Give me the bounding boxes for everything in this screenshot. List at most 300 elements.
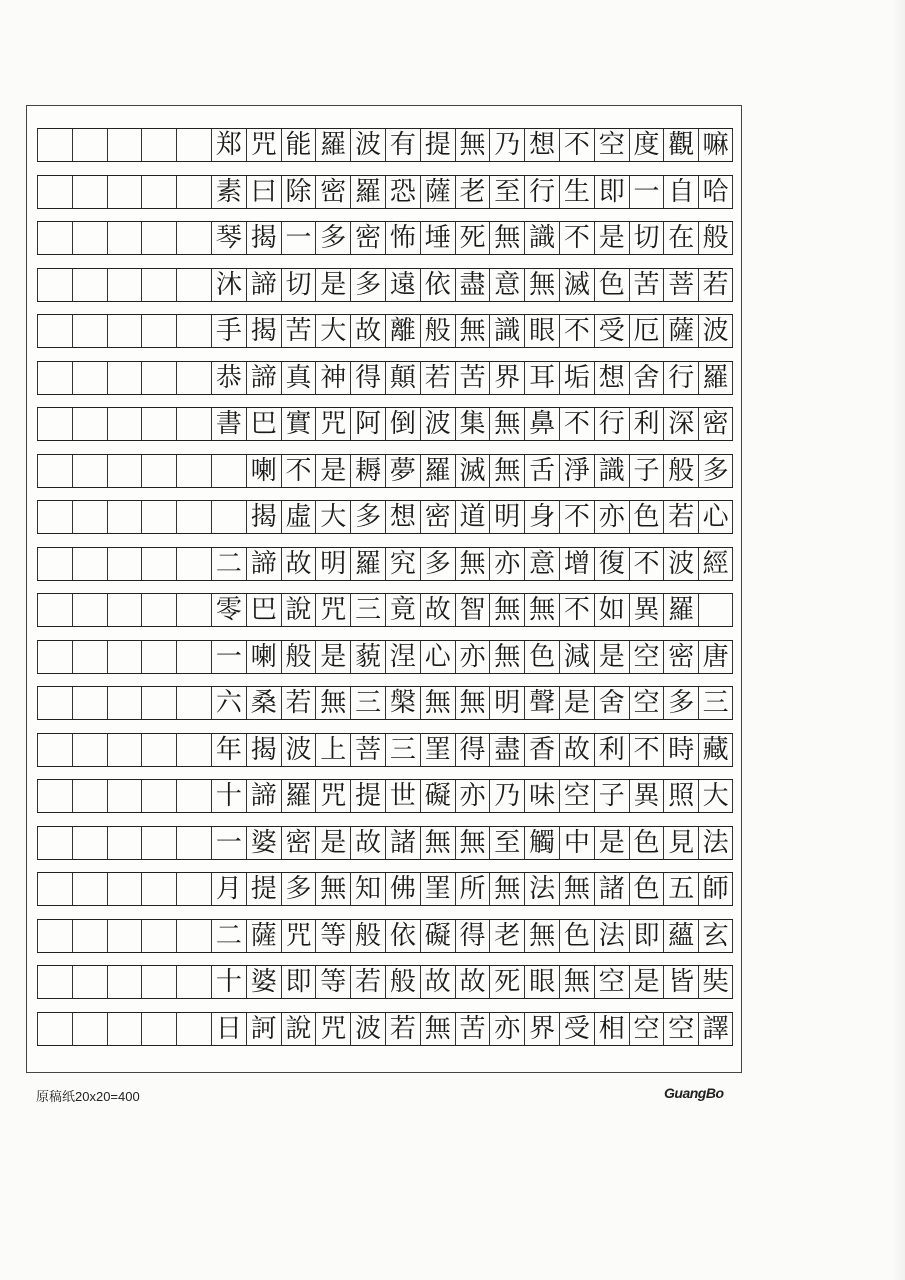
grid-cell: 受 <box>559 1013 594 1045</box>
grid-cell <box>141 687 176 719</box>
grid-cell: 書 <box>211 408 246 440</box>
manuscript-sheet <box>26 105 742 1073</box>
grid-cell: 想 <box>524 129 559 161</box>
grid-cell: 波 <box>420 408 455 440</box>
grid-cell: 法 <box>524 873 559 905</box>
paper-spec-label: 原稿纸20x20=400 <box>36 1089 140 1104</box>
grid-cell <box>141 594 176 626</box>
grid-cell <box>141 315 176 347</box>
grid-cell: 揭 <box>246 734 281 766</box>
grid-cell <box>176 269 211 301</box>
grid-cell <box>176 408 211 440</box>
grid-cell: 是 <box>594 827 629 859</box>
grid-cell: 素 <box>211 176 246 208</box>
grid-cell: 時 <box>663 734 698 766</box>
grid-cell <box>141 362 176 394</box>
grid-cell: 眼 <box>524 966 559 998</box>
grid-cell: 不 <box>559 222 594 254</box>
grid-cell: 色 <box>524 641 559 673</box>
grid-cell: 真 <box>281 362 316 394</box>
grid-cell: 諸 <box>385 827 420 859</box>
grid-cell <box>141 780 176 812</box>
grid-cell: 觸 <box>524 827 559 859</box>
grid-cell <box>176 1013 211 1045</box>
grid-cell <box>141 501 176 533</box>
grid-cell: 嘛 <box>698 129 733 161</box>
grid-cell: 觀 <box>663 129 698 161</box>
grid-cell: 不 <box>559 315 594 347</box>
grid-cell <box>72 269 107 301</box>
grid-cell: 是 <box>315 455 350 487</box>
grid-cell: 明 <box>315 548 350 580</box>
grid-cell: 依 <box>385 920 420 952</box>
grid-cell: 空 <box>629 1013 664 1045</box>
grid-cell: 不 <box>281 455 316 487</box>
grid-cell: 滅 <box>455 455 490 487</box>
grid-cell: 波 <box>281 734 316 766</box>
grid-cell <box>141 548 176 580</box>
grid-cell: 是 <box>559 687 594 719</box>
grid-cell <box>107 594 142 626</box>
grid-row <box>37 128 733 162</box>
grid-cell: 一 <box>211 641 246 673</box>
grid-cell <box>37 315 72 347</box>
grid-cell: 苦 <box>455 1013 490 1045</box>
grid-cell: 波 <box>663 548 698 580</box>
grid-cell: 咒 <box>315 594 350 626</box>
grid-cell <box>141 455 176 487</box>
grid-cell <box>37 269 72 301</box>
grid-cell: 波 <box>350 1013 385 1045</box>
grid-cell: 經 <box>698 548 733 580</box>
grid-cell <box>176 222 211 254</box>
brand-logo: GuangBo <box>664 1085 724 1101</box>
grid-cell: 苦 <box>281 315 316 347</box>
grid-cell: 集 <box>455 408 490 440</box>
grid-cell <box>141 129 176 161</box>
grid-cell <box>176 734 211 766</box>
grid-cell <box>37 920 72 952</box>
grid-cell: 揭 <box>246 315 281 347</box>
grid-cell: 不 <box>559 129 594 161</box>
grid-cell: 無 <box>455 548 490 580</box>
grid-cell: 乃 <box>489 780 524 812</box>
grid-cell: 能 <box>281 129 316 161</box>
grid-cell: 無 <box>524 920 559 952</box>
grid-cell: 無 <box>455 827 490 859</box>
grid-cell: 中 <box>559 827 594 859</box>
grid-cell: 即 <box>629 920 664 952</box>
grid-cell: 波 <box>350 129 385 161</box>
grid-cell: 礙 <box>420 920 455 952</box>
grid-cell: 多 <box>281 873 316 905</box>
grid-cell: 三 <box>698 687 733 719</box>
grid-cell: 無 <box>489 873 524 905</box>
grid-cell: 眼 <box>524 315 559 347</box>
grid-cell: 密 <box>281 827 316 859</box>
grid-cell: 玄 <box>698 920 733 952</box>
grid-cell: 想 <box>594 362 629 394</box>
grid-cell: 無 <box>489 455 524 487</box>
grid-cell <box>176 873 211 905</box>
grid-cell: 般 <box>663 455 698 487</box>
grid-row <box>37 826 733 860</box>
grid-cell <box>141 641 176 673</box>
grid-cell: 密 <box>350 222 385 254</box>
grid-cell <box>72 641 107 673</box>
grid-cell: 無 <box>420 827 455 859</box>
grid-cell: 奘 <box>698 966 733 998</box>
grid-cell: 郑 <box>211 129 246 161</box>
grid-cell: 空 <box>629 641 664 673</box>
grid-cell <box>37 827 72 859</box>
grid-cell <box>107 966 142 998</box>
grid-cell: 減 <box>559 641 594 673</box>
grid-cell: 皆 <box>663 966 698 998</box>
grid-cell: 般 <box>281 641 316 673</box>
grid-cell: 道 <box>455 501 490 533</box>
grid-cell <box>72 594 107 626</box>
grid-cell <box>176 176 211 208</box>
grid-cell: 色 <box>629 873 664 905</box>
grid-cell: 盡 <box>455 269 490 301</box>
grid-cell: 亦 <box>489 548 524 580</box>
grid-cell: 受 <box>594 315 629 347</box>
grid-row <box>37 965 733 999</box>
grid-cell: 阿 <box>350 408 385 440</box>
grid-cell: 沐 <box>211 269 246 301</box>
grid-cell: 耳 <box>524 362 559 394</box>
grid-cell: 不 <box>559 594 594 626</box>
grid-cell: 心 <box>420 641 455 673</box>
grid-cell: 是 <box>594 641 629 673</box>
grid-cell: 苦 <box>629 269 664 301</box>
grid-cell <box>698 594 733 626</box>
grid-cell: 異 <box>629 780 664 812</box>
grid-cell: 神 <box>315 362 350 394</box>
grid-cell <box>141 734 176 766</box>
grid-cell <box>107 734 142 766</box>
grid-cell: 界 <box>489 362 524 394</box>
grid-cell: 故 <box>420 966 455 998</box>
grid-cell: 空 <box>663 1013 698 1045</box>
grid-cell: 行 <box>663 362 698 394</box>
grid-cell: 自 <box>663 176 698 208</box>
grid-cell: 舍 <box>594 687 629 719</box>
grid-cell: 巴 <box>246 408 281 440</box>
grid-cell <box>72 501 107 533</box>
grid-cell: 恐 <box>385 176 420 208</box>
grid-row <box>37 919 733 953</box>
grid-cell: 喇 <box>246 455 281 487</box>
grid-cell: 故 <box>281 548 316 580</box>
grid-cell: 大 <box>315 315 350 347</box>
grid-cell: 罣 <box>420 873 455 905</box>
grid-cell <box>107 129 142 161</box>
grid-cell: 亦 <box>489 1013 524 1045</box>
grid-cell: 行 <box>594 408 629 440</box>
grid-row <box>37 268 733 302</box>
grid-row <box>37 1012 733 1046</box>
grid-cell <box>176 129 211 161</box>
grid-cell: 倒 <box>385 408 420 440</box>
grid-cell: 密 <box>420 501 455 533</box>
grid-cell: 蘊 <box>663 920 698 952</box>
grid-cell: 空 <box>559 780 594 812</box>
grid-cell: 諦 <box>246 548 281 580</box>
grid-cell: 聲 <box>524 687 559 719</box>
grid-cell <box>37 780 72 812</box>
grid-cell: 般 <box>420 315 455 347</box>
grid-cell: 生 <box>559 176 594 208</box>
grid-cell: 度 <box>629 129 664 161</box>
grid-cell <box>72 780 107 812</box>
grid-cell: 等 <box>315 966 350 998</box>
grid-cell: 老 <box>489 920 524 952</box>
grid-cell <box>37 873 72 905</box>
grid-cell: 密 <box>698 408 733 440</box>
grid-cell: 揭 <box>246 501 281 533</box>
grid-cell: 無 <box>489 408 524 440</box>
grid-cell: 即 <box>281 966 316 998</box>
grid-cell: 識 <box>594 455 629 487</box>
grid-cell: 唐 <box>698 641 733 673</box>
grid-cell <box>72 362 107 394</box>
grid-cell <box>176 641 211 673</box>
grid-row <box>37 640 733 674</box>
grid-cell <box>72 827 107 859</box>
grid-cell: 槃 <box>385 687 420 719</box>
grid-cell: 明 <box>489 501 524 533</box>
grid-cell: 無 <box>420 1013 455 1045</box>
grid-cell: 藐 <box>350 641 385 673</box>
grid-cell: 是 <box>315 641 350 673</box>
grid-cell: 是 <box>315 827 350 859</box>
grid-cell: 一 <box>211 827 246 859</box>
grid-cell: 藏 <box>698 734 733 766</box>
grid-cell <box>37 734 72 766</box>
grid-cell: 諦 <box>246 362 281 394</box>
grid-cell: 空 <box>594 966 629 998</box>
grid-cell <box>72 548 107 580</box>
grid-cell: 切 <box>629 222 664 254</box>
grid-cell: 薩 <box>420 176 455 208</box>
grid-cell: 密 <box>663 641 698 673</box>
grid-cell: 切 <box>281 269 316 301</box>
grid-cell: 亦 <box>455 780 490 812</box>
grid-cell <box>37 176 72 208</box>
grid-cell: 提 <box>246 873 281 905</box>
grid-cell: 法 <box>594 920 629 952</box>
grid-cell: 知 <box>350 873 385 905</box>
grid-cell <box>72 176 107 208</box>
grid-cell <box>107 455 142 487</box>
grid-cell: 手 <box>211 315 246 347</box>
grid-cell: 利 <box>594 734 629 766</box>
grid-cell: 空 <box>594 129 629 161</box>
grid-cell: 故 <box>420 594 455 626</box>
grid-cell: 佛 <box>385 873 420 905</box>
grid-cell: 譯 <box>698 1013 733 1045</box>
grid-cell <box>141 176 176 208</box>
grid-cell: 見 <box>663 827 698 859</box>
grid-cell <box>72 315 107 347</box>
grid-cell <box>107 408 142 440</box>
grid-cell <box>107 315 142 347</box>
grid-row <box>37 779 733 813</box>
grid-cell: 異 <box>629 594 664 626</box>
grid-cell: 多 <box>315 222 350 254</box>
grid-cell: 一 <box>281 222 316 254</box>
grid-cell: 耨 <box>350 455 385 487</box>
grid-cell: 意 <box>489 269 524 301</box>
grid-cell: 若 <box>663 501 698 533</box>
grid-cell: 意 <box>524 548 559 580</box>
grid-cell: 婆 <box>246 827 281 859</box>
grid-row <box>37 872 733 906</box>
grid-cell: 無 <box>489 641 524 673</box>
grid-cell: 不 <box>629 734 664 766</box>
grid-cell <box>37 687 72 719</box>
grid-cell: 般 <box>698 222 733 254</box>
grid-cell: 是 <box>629 966 664 998</box>
grid-cell <box>141 269 176 301</box>
grid-cell <box>107 176 142 208</box>
grid-cell: 夢 <box>385 455 420 487</box>
grid-cell <box>211 455 246 487</box>
grid-cell: 亦 <box>455 641 490 673</box>
grid-cell: 故 <box>559 734 594 766</box>
grid-cell: 故 <box>455 966 490 998</box>
grid-cell: 若 <box>698 269 733 301</box>
grid-cell: 密 <box>315 176 350 208</box>
grid-cell <box>176 920 211 952</box>
grid-cell: 無 <box>524 594 559 626</box>
grid-cell <box>141 873 176 905</box>
grid-cell <box>141 920 176 952</box>
grid-cell: 無 <box>524 269 559 301</box>
grid-row <box>37 314 733 348</box>
grid-cell <box>37 362 72 394</box>
grid-cell: 咒 <box>246 129 281 161</box>
grid-cell <box>176 455 211 487</box>
grid-cell: 乃 <box>489 129 524 161</box>
grid-cell: 苦 <box>455 362 490 394</box>
grid-row <box>37 454 733 488</box>
grid-row <box>37 361 733 395</box>
grid-cell <box>72 734 107 766</box>
grid-cell <box>107 362 142 394</box>
grid-cell <box>141 827 176 859</box>
grid-cell: 諦 <box>246 269 281 301</box>
grid-cell: 實 <box>281 408 316 440</box>
grid-cell <box>107 687 142 719</box>
grid-cell: 淨 <box>559 455 594 487</box>
grid-cell <box>141 966 176 998</box>
grid-cell: 薩 <box>663 315 698 347</box>
grid-cell: 多 <box>663 687 698 719</box>
grid-cell: 子 <box>629 455 664 487</box>
grid-cell: 涅 <box>385 641 420 673</box>
grid-cell: 亦 <box>594 501 629 533</box>
grid-cell: 深 <box>663 408 698 440</box>
grid-cell: 故 <box>350 315 385 347</box>
grid-cell <box>37 222 72 254</box>
grid-cell <box>107 873 142 905</box>
grid-cell: 曰 <box>246 176 281 208</box>
grid-cell: 波 <box>698 315 733 347</box>
grid-cell: 十 <box>211 966 246 998</box>
grid-cell: 色 <box>559 920 594 952</box>
grid-cell: 咒 <box>281 920 316 952</box>
grid-cell: 心 <box>698 501 733 533</box>
grid-cell: 老 <box>455 176 490 208</box>
grid-cell <box>72 966 107 998</box>
grid-cell: 在 <box>663 222 698 254</box>
grid-cell: 至 <box>489 176 524 208</box>
grid-cell: 滅 <box>559 269 594 301</box>
grid-cell: 咒 <box>315 780 350 812</box>
grid-cell <box>107 920 142 952</box>
grid-cell: 揭 <box>246 222 281 254</box>
grid-cell: 增 <box>559 548 594 580</box>
grid-cell: 想 <box>385 501 420 533</box>
grid-cell: 身 <box>524 501 559 533</box>
grid-cell <box>211 501 246 533</box>
grid-cell: 虛 <box>281 501 316 533</box>
grid-cell <box>72 687 107 719</box>
grid-cell: 至 <box>489 827 524 859</box>
grid-cell <box>72 408 107 440</box>
grid-cell <box>37 594 72 626</box>
grid-cell: 羅 <box>420 455 455 487</box>
grid-cell: 無 <box>420 687 455 719</box>
grid-cell <box>37 641 72 673</box>
grid-cell: 色 <box>594 269 629 301</box>
grid-cell <box>37 408 72 440</box>
grid-cell: 零 <box>211 594 246 626</box>
grid-cell: 薩 <box>246 920 281 952</box>
grid-cell: 無 <box>455 315 490 347</box>
grid-cell: 十 <box>211 780 246 812</box>
grid-cell: 恭 <box>211 362 246 394</box>
grid-cell: 怖 <box>385 222 420 254</box>
grid-cell: 無 <box>315 873 350 905</box>
grid-cell: 空 <box>629 687 664 719</box>
grid-cell: 等 <box>315 920 350 952</box>
grid-cell: 無 <box>559 966 594 998</box>
grid-cell: 羅 <box>698 362 733 394</box>
grid-cell: 不 <box>559 501 594 533</box>
grid-cell: 說 <box>281 594 316 626</box>
grid-cell <box>107 827 142 859</box>
grid-cell: 年 <box>211 734 246 766</box>
grid-cell <box>72 873 107 905</box>
grid-cell: 照 <box>663 780 698 812</box>
grid-cell <box>141 408 176 440</box>
grid-cell: 月 <box>211 873 246 905</box>
grid-cell: 菩 <box>350 734 385 766</box>
grid-row <box>37 593 733 627</box>
grid-cell <box>37 966 72 998</box>
grid-cell: 舍 <box>629 362 664 394</box>
grid-row <box>37 500 733 534</box>
grid-cell: 盡 <box>489 734 524 766</box>
grid-cell: 識 <box>524 222 559 254</box>
grid-cell: 明 <box>489 687 524 719</box>
grid-cell: 智 <box>455 594 490 626</box>
grid-cell: 色 <box>629 827 664 859</box>
